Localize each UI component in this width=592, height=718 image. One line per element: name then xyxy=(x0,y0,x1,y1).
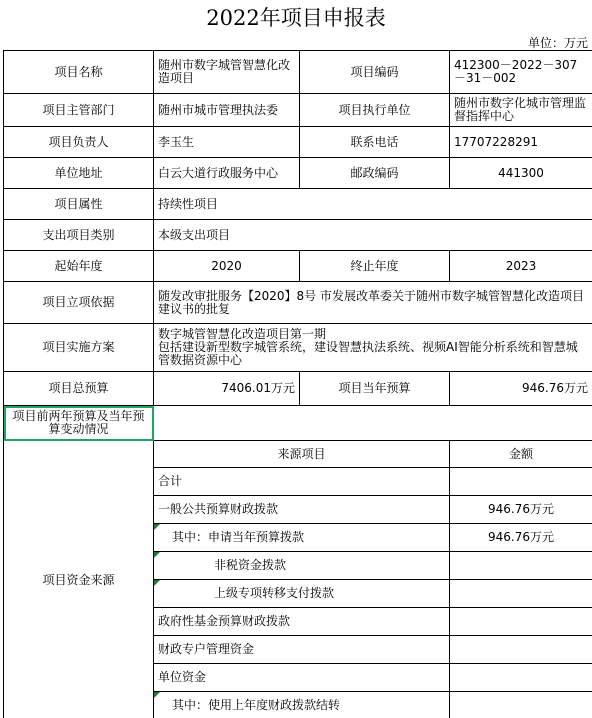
table-row xyxy=(4,189,592,220)
cell-plan-label[interactable]: 项目实施方案 xyxy=(4,324,154,372)
cell-project-code-label[interactable]: 项目编码 xyxy=(300,51,450,94)
table-row xyxy=(4,372,592,406)
table-row xyxy=(4,282,592,324)
cell-total-budget-label[interactable]: 项目总预算 xyxy=(4,372,154,406)
cell-year-budget-label[interactable]: 项目当年预算 xyxy=(300,372,450,406)
cell-project-name-label[interactable]: 项目名称 xyxy=(4,51,154,94)
cell-address-label[interactable]: 单位地址 xyxy=(4,158,154,189)
cell-funding-item[interactable] xyxy=(154,692,450,718)
cell-funding-item[interactable] xyxy=(154,524,450,552)
cell-attribute-value[interactable]: 持续性项目 xyxy=(154,189,592,220)
funding-item-text: 非税资金拨款 xyxy=(214,558,287,572)
cell-funding-item[interactable] xyxy=(154,552,450,580)
error-indicator-icon xyxy=(154,580,160,586)
cell-project-code-value[interactable]: 412300－2022－307－31－002 xyxy=(450,51,592,94)
cell-funding-item[interactable]: 财政专户管理资金 xyxy=(154,636,450,664)
cell-funding-amount[interactable] xyxy=(450,636,592,664)
cell-dept-label[interactable]: 项目主管部门 xyxy=(4,94,154,127)
cell-basis-value[interactable]: 随发改审批服务【2020】8号 市发展改革委关于随州市数字城管智慧化改造项目建议书的批复 xyxy=(154,282,592,324)
cell-funding-item[interactable]: 政府性基金预算财政拨款 xyxy=(154,608,450,636)
cell-phone-label[interactable]: 联系电话 xyxy=(300,127,450,158)
application-form-table xyxy=(3,50,592,718)
cell-start-year-value[interactable]: 2020 xyxy=(154,251,300,282)
table-row xyxy=(4,158,592,189)
cell-start-year-label[interactable]: 起始年度 xyxy=(4,251,154,282)
cell-funding-item[interactable] xyxy=(154,580,450,608)
cell-funding-amount[interactable]: 946.76万元 xyxy=(450,496,592,524)
cell-phone-value[interactable]: 17707228291 xyxy=(450,127,592,158)
funding-item-text: 其中：申请当年预算拨款 xyxy=(172,530,305,544)
cell-funding-amount[interactable] xyxy=(450,608,592,636)
cell-funding-amount[interactable] xyxy=(450,664,592,692)
cell-funding-amount[interactable] xyxy=(450,552,592,580)
cell-funding-item[interactable]: 一般公共预算财政拨款 xyxy=(154,496,450,524)
cell-funding-item[interactable]: 合计 xyxy=(154,468,450,496)
cell-funding-amount[interactable]: 946.76万元 xyxy=(450,524,592,552)
cell-postcode-label[interactable]: 邮政编码 xyxy=(300,158,450,189)
cell-category-label[interactable]: 支出项目类别 xyxy=(4,220,154,251)
table-row xyxy=(4,51,592,94)
table-row xyxy=(4,127,592,158)
cell-amount-header[interactable]: 金额 xyxy=(450,441,592,468)
cell-owner-label[interactable]: 项目负责人 xyxy=(4,127,154,158)
cell-project-name-value[interactable]: 随州市数字城管智慧化改造项目 xyxy=(154,51,300,94)
cell-end-year-value[interactable]: 2023 xyxy=(450,251,592,282)
cell-funding-source-label[interactable]: 项目资金来源 xyxy=(4,441,154,718)
cell-funding-amount[interactable] xyxy=(450,468,592,496)
cell-plan-value[interactable]: 数字城管智慧化改造项目第一期 包括建设新型数字城管系统，建设智慧执法系统、视频AI智能分析系统和智慧城管数据资源中心 xyxy=(154,324,592,372)
cell-attribute-label[interactable]: 项目属性 xyxy=(4,189,154,220)
cell-dept-value[interactable]: 随州市城市管理执法委 xyxy=(154,94,300,127)
cell-source-header[interactable]: 来源项目 xyxy=(154,441,450,468)
cell-funding-amount[interactable] xyxy=(450,692,592,718)
cell-budget-change-label-selected[interactable]: 项目前两年预算及当年预算变动情况 xyxy=(4,406,154,441)
funding-item-text: 其中：使用上年度财政拨款结转 xyxy=(172,698,341,712)
cell-category-value[interactable]: 本级支出项目 xyxy=(154,220,592,251)
table-row xyxy=(4,324,592,372)
cell-exec-unit-value[interactable]: 随州市数字化城市管理监督指挥中心 xyxy=(450,94,592,127)
cell-funding-amount[interactable] xyxy=(450,580,592,608)
cell-total-budget-value[interactable]: 7406.01万元 xyxy=(154,372,300,406)
table-row xyxy=(4,220,592,251)
funding-item-text: 上级专项转移支付拨款 xyxy=(214,586,335,600)
cell-end-year-label[interactable]: 终止年度 xyxy=(300,251,450,282)
cell-postcode-value[interactable]: 441300 xyxy=(450,158,592,189)
error-indicator-icon xyxy=(154,524,160,530)
table-row xyxy=(4,94,592,127)
error-indicator-icon xyxy=(154,552,160,558)
cell-address-value[interactable]: 白云大道行政服务中心 xyxy=(154,158,300,189)
cell-owner-value[interactable]: 李玉生 xyxy=(154,127,300,158)
cell-basis-label[interactable]: 项目立项依据 xyxy=(4,282,154,324)
table-row xyxy=(4,406,592,441)
cell-year-budget-value[interactable]: 946.76万元 xyxy=(450,372,592,406)
table-row xyxy=(4,441,592,468)
cell-exec-unit-label[interactable]: 项目执行单位 xyxy=(300,94,450,127)
error-indicator-icon xyxy=(154,692,160,698)
page-title: 2022年项目申报表 xyxy=(206,6,386,30)
table-row xyxy=(4,251,592,282)
unit-label: 单位：万元 xyxy=(527,36,588,50)
cell-funding-item[interactable]: 单位资金 xyxy=(154,664,450,692)
cell-budget-change-value[interactable] xyxy=(154,406,592,441)
